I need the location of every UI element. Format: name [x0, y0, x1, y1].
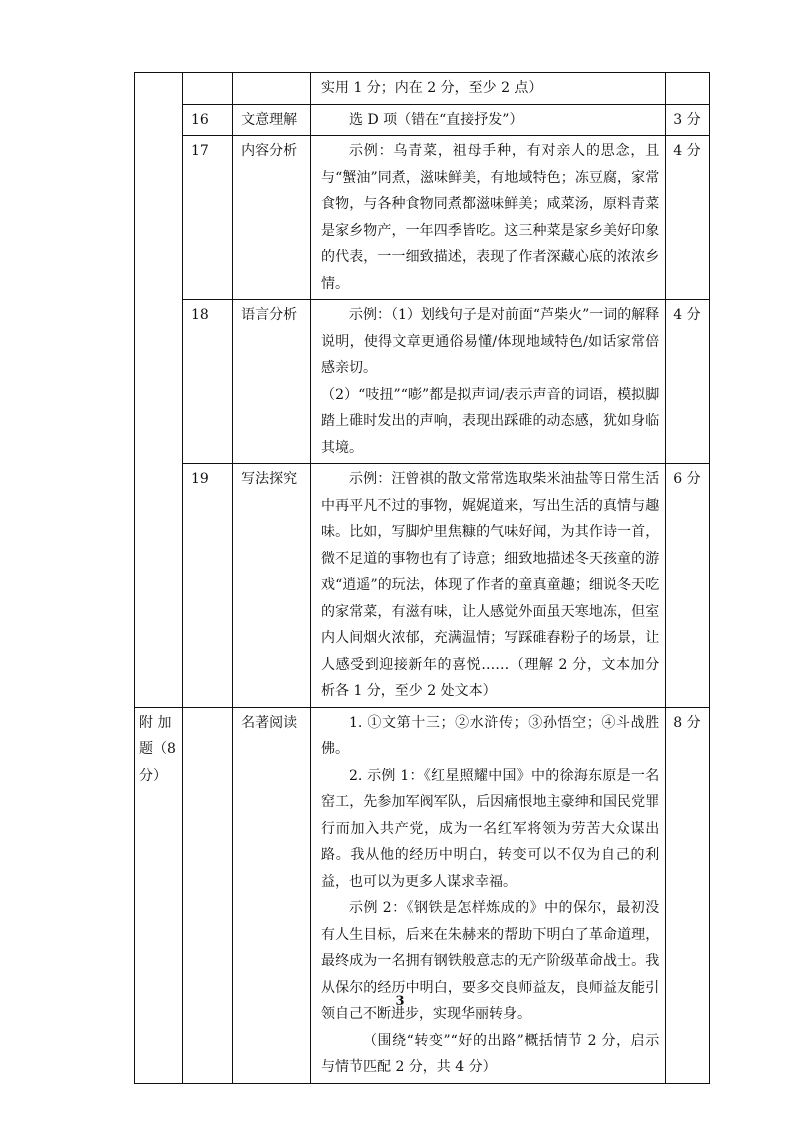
question-number	[183, 707, 233, 1083]
question-number: 18	[183, 300, 233, 464]
table-row	[135, 300, 710, 464]
answer-content	[311, 300, 666, 464]
answer-paragraph: 2. 示例 1：《红星照耀中国》中的徐海东原是一名窑工，先参加军阀军队，后因痛恨地主豪绅和国民党罪行而加入共产党，成为一名红军将领为劳苦大众谋出路。我从他的经历中明白，转变可以不仅为自己的利益，也可以为更多人谋求幸福。	[321, 767, 660, 890]
question-number: 17	[183, 136, 233, 300]
section-cell	[135, 73, 183, 708]
page-number: 3	[395, 994, 405, 1009]
answer-paragraph: （围绕“转变”“好的出路”概括情节 2 分，启示与情节匹配 2 分，共 4 分）	[321, 1032, 660, 1075]
question-type	[233, 73, 311, 105]
score: 8 分	[666, 707, 710, 1083]
score: 4 分	[666, 136, 710, 300]
answer-content	[311, 136, 666, 300]
answer-key-table	[134, 72, 710, 1084]
answer-paragraph: 1. ①文第十三；②水浒传；③孙悟空；④斗战胜佛。	[321, 714, 660, 757]
answer-content	[311, 464, 666, 708]
question-number: 19	[183, 464, 233, 708]
question-number	[183, 73, 233, 105]
section-label: 附 加 题（8 分）	[135, 707, 183, 1083]
table-row	[135, 136, 710, 300]
answer-paragraph: 示例：乌青菜，祖母手种，有对亲人的思念，且与“蟹油”同煮，滋味鲜美，有地域特色；冻豆腐，家常食物，与各种食物同煮都滋味鲜美；咸菜汤，原料青菜是家乡物产，一年四季皆吃。这三种菜是家乡美好印象的代表，一一细致描述，表现了作者深藏心底的浓浓乡情。	[321, 143, 660, 292]
table-row	[135, 104, 710, 136]
answer-paragraph: 实用 1 分；内在 2 分，至少 2 点）	[321, 80, 543, 96]
question-type: 文意理解	[233, 104, 311, 136]
question-type: 语言分析	[233, 300, 311, 464]
score: 3 分	[666, 104, 710, 136]
answer-content	[311, 707, 666, 1083]
answer-paragraph: 示例：汪曾祺的散文常常选取柴米油盐等日常生活中再平凡不过的事物，娓娓道来，写出生活的真情与趣味。比如，写脚炉里焦糠的气味好闻，为其作诗一首，微不足道的事物也有了诗意；细致地描述冬天孩童的游戏“逍遥”的玩法，体现了作者的童真童趣；细说冬天吃的家常菜，有滋有味，让人感觉外面虽天寒地冻，但室内人间烟火浓郁，充满温情；写踩碓舂粉子的场景，让人感受到迎接新年的喜悦……（理解 2 分，文本加分析各 1 分，至少 2 处文本）	[321, 471, 660, 699]
answer-content	[311, 73, 666, 105]
question-number: 16	[183, 104, 233, 136]
answer-paragraph: 选 D 项（错在“直接抒发”）	[349, 111, 524, 128]
answer-paragraph: （2）“吱扭”“嘭”都是拟声词/表示声音的词语，模拟脚踏上碓时发出的声响，表现出踩碓的动态感，犹如身临其境。	[321, 386, 660, 456]
answer-paragraph: 示例：（1）划线句子是对前面“芦柴火”一词的解释说明，使得文章更通俗易懂/体现地域特色/如话家常倍感亲切。	[321, 307, 660, 376]
score: 6 分	[666, 464, 710, 708]
table-row	[135, 464, 710, 708]
question-type: 内容分析	[233, 136, 311, 300]
score	[666, 73, 710, 105]
table-row	[135, 707, 710, 1083]
answer-content	[311, 104, 666, 136]
table-row	[135, 73, 710, 105]
score: 4 分	[666, 300, 710, 464]
question-type: 写法探究	[233, 464, 311, 708]
answer-paragraph: 示例 2：《钢铁是怎样炼成的》中的保尔，最初没有人生目标，后来在朱赫来的帮助下明白了革命道理，最终成为一名拥有钢铁般意志的无产阶级革命战士。我从保尔的经历中明白，要多交良师益友，良师益友能引领自己不断进步，实现华丽转身。	[321, 900, 660, 1022]
question-type: 名著阅读	[233, 707, 311, 1083]
